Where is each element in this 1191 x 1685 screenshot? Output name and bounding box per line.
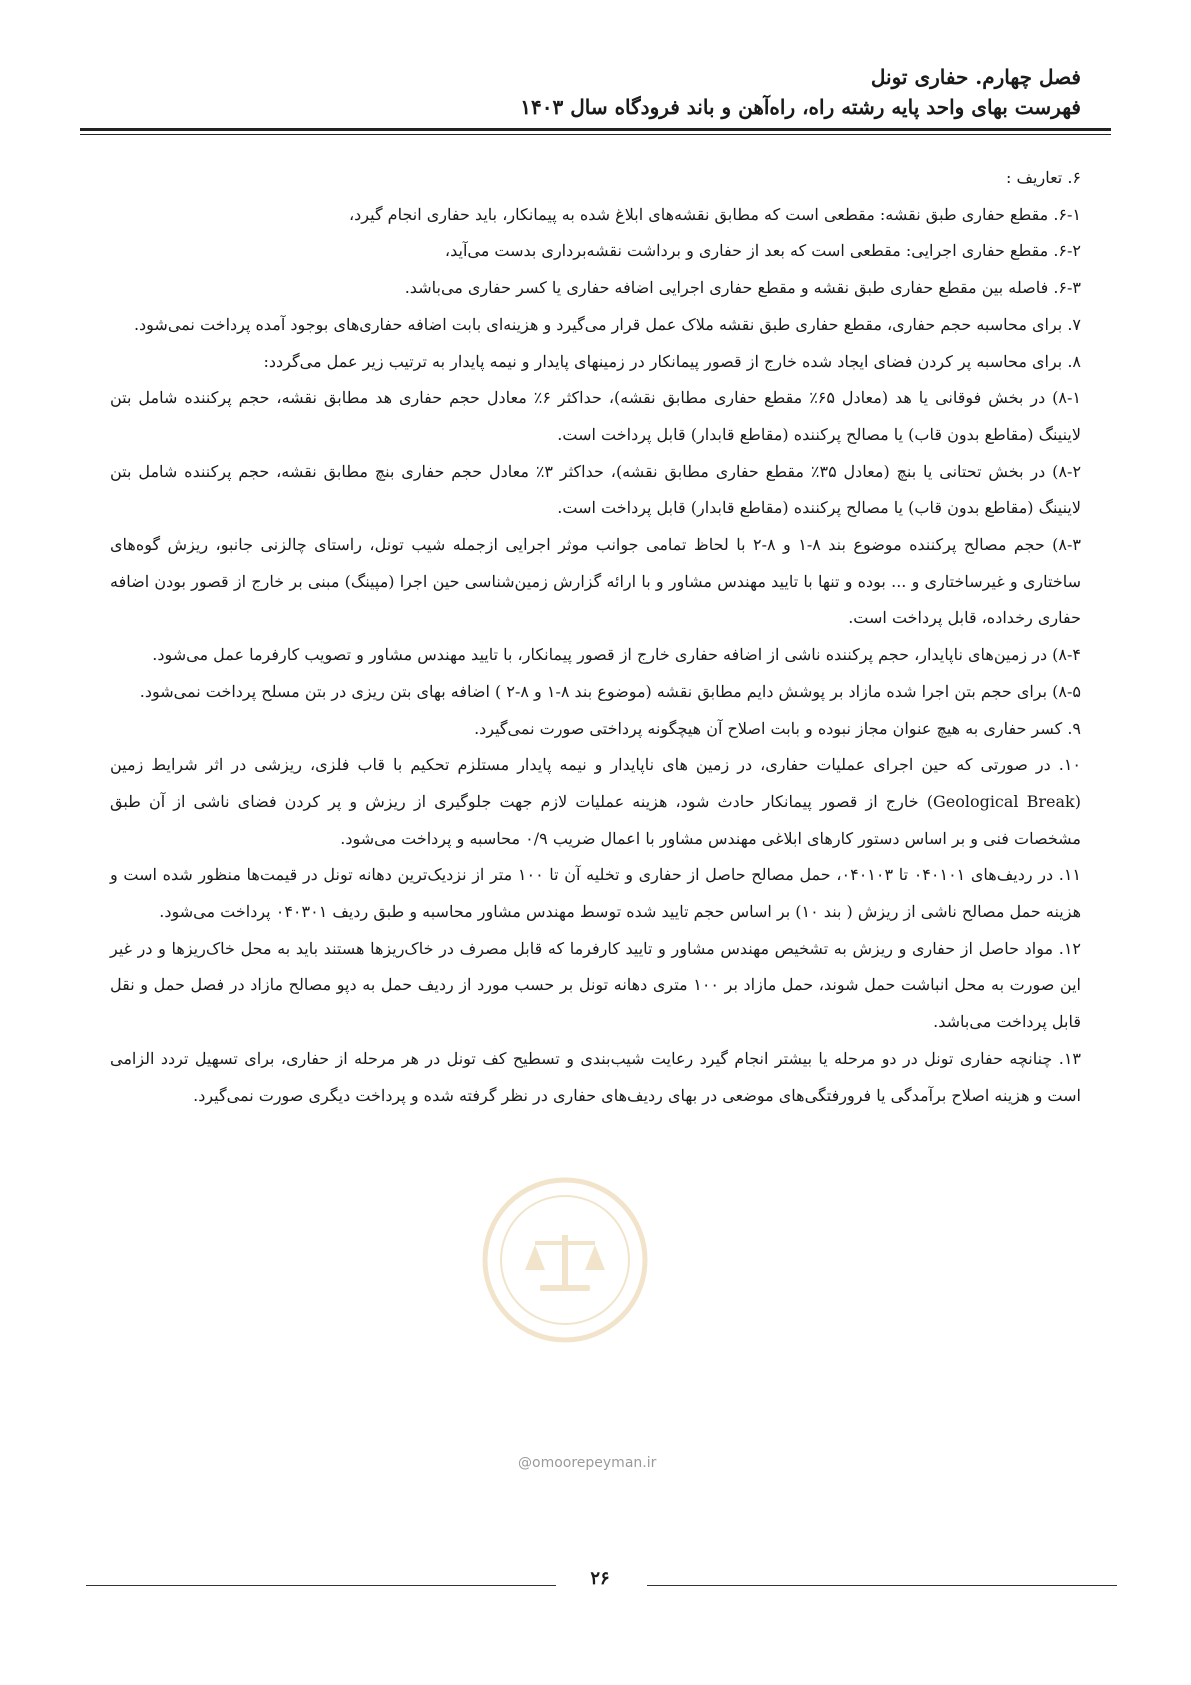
- footer-rule-right: [647, 1585, 1117, 1586]
- paragraph-8-3: ۸-۳) حجم مصالح پرکننده موضوع بند ۸-۱ و ۸-۲ با لحاظ تمامی جوانب موثر اجرایی ازجمله شیب تونل، راستای چالزنی جانبو، ریزش گوه‌های ساختاری و غیرساختاری و ... بوده و تنها با تایید مهندس مشاور و با ارائه گزارش زمین‌شناسی حین اجرا (مپینگ) مبنی بر خارج از قصور بودن اضافه حفاری رخداده، قابل پرداخت است.: [110, 535, 1081, 628]
- paragraph-8-1: ۸-۱) در بخش فوقانی یا هد (معادل ۶۵٪ مقطع حفاری مطابق نقشه)، حداکثر ۶٪ معادل حجم حفاری هد مطابق نقشه، حجم پرکننده شامل بتن لاینینگ (مقاطع بدون قاب) یا مصالح پرکننده (مقاطع قابدار) قابل پرداخت است.: [110, 388, 1082, 444]
- page-number: ۲۶: [590, 1568, 610, 1589]
- page-header: [80, 62, 1081, 122]
- chapter-title: فصل چهارم. حفاری تونل: [870, 65, 1081, 89]
- paragraph-9: ۹. کسر حفاری به هیچ عنوان مجاز نبوده و بابت اصلاح آن هیچگونه پرداختی صورت نمی‌گیرد.: [474, 718, 1081, 738]
- paragraph-10: ۱۰. در صورتی که حین اجرای عملیات حفاری، در زمین های ناپایدار و نیمه پایدار مستلزم تحکیم با قاب فلزی، ریزشی در اثر شرایط زمین (Geological Break) خارج از قصور پیمانکار حادث شود، هزینه عملیات لازم جهت جلوگیری از ریزش و پر کردن فضای ناشی از آن طبق مشخصات فنی و بر اساس دستور کارهای ابلاغی مهندس مشاور با اعمال ضریب ۰/۹ محاسبه و پرداخت می‌شود.: [110, 755, 1081, 848]
- document-subtitle: فهرست بهای واحد پایه رشته راه، راه‌آهن و باند فرودگاه سال ۱۴۰۳: [520, 95, 1081, 119]
- paragraph-8: ۸. برای محاسبه پر کردن فضای ایجاد شده خارج از قصور پیمانکار در زمینهای پایدار و نیمه پایدار به ترتیب زیر عمل می‌گردد:: [263, 351, 1081, 371]
- paragraph-6-3: ۶-۳. فاصله بین مقطع حفاری طبق نقشه و مقطع حفاری اجرایی اضافه حفاری یا کسر حفاری می‌باشد.: [404, 278, 1081, 298]
- paragraph-6-2: ۶-۲. مقطع حفاری اجرایی: مقطعی است که بعد از حفاری و برداشت نقشه‌برداری بدست می‌آید،: [444, 241, 1081, 261]
- paragraph-definitions: ۶. تعاریف :: [1005, 168, 1081, 187]
- paragraph-13: ۱۳. چنانچه حفاری تونل در دو مرحله یا بیشتر انجام گیرد رعایت شیب‌بندی و تسطیح کف تونل در هر مرحله از حفاری، برای تسهیل تردد الزامی است و هزینه اصلاح برآمدگی یا فرورفتگی‌های موضعی در بهای ردیف‌های حفاری در نظر گرفته شده و پرداخت دیگری صورت نمی‌گیرد.: [110, 1048, 1081, 1105]
- paragraph-8-4: ۸-۴) در زمین‌های ناپایدار، حجم پرکننده ناشی از اضافه حفاری خارج از قصور پیمانکار، با تایید مهندس مشاور و تصویب کارفرما عمل می‌شود.: [152, 645, 1081, 665]
- paragraph-7: ۷. برای محاسبه حجم حفاری، مقطع حفاری طبق نقشه ملاک عمل قرار می‌گیرد و هزینه‌ای بابت اضافه حفاری‌های بوجود آمده پرداخت نمی‌شود.: [133, 314, 1081, 334]
- paragraph-11: ۱۱. در ردیف‌های ۰۴۰۱۰۱ تا ۰۴۰۱۰۳، حمل مصالح حاصل از حفاری و تخلیه آن تا ۱۰۰ متر از نزدیک‌ترین دهانه تونل در قیمت‌ها منظور شده است و هزینه حمل مصالح ناشی از ریزش ( بند ۱۰) بر اساس حجم تایید شده توسط مهندس مشاور محاسبه و طبق ردیف ۰۴۰۳۰۱ پرداخت می‌شود.: [110, 865, 1081, 922]
- footer-rule-left: [86, 1585, 556, 1586]
- paragraph-6-1: ۶-۱. مقطع حفاری طبق نقشه: مقطعی است که مطابق نقشه‌های ابلاغ شده به پیمانکار، باید حفاری انجام گیرد،: [349, 204, 1081, 224]
- watermark-site-text: @omoorepeyman.ir: [518, 1455, 657, 1471]
- paragraph-12: ۱۲. مواد حاصل از حفاری و ریزش به تشخیص مهندس مشاور و تایید کارفرما که قابل مصرف در خاک‌ریزها هستند باید به محل خاک‌ریزها و در غیر این صورت به محل انباشت حمل شوند، حمل مازاد بر ۱۰۰ متری دهانه تونل بر حسب مورد از ردیف حمل به دپو مصالح مازاد در فصل حمل و نقل قابل پرداخت می‌باشد.: [110, 938, 1081, 1032]
- watermark-seal-icon: [480, 1175, 650, 1345]
- header-rule-thin: [80, 134, 1111, 135]
- paragraph-8-5: ۸-۵) برای حجم بتن اجرا شده مازاد بر پوشش دایم مطابق نقشه (موضوع بند ۸-۱ و ۸-۲ ) اضافه بهای بتن ریزی در بتن مسلح پرداخت نمی‌شود.: [139, 681, 1081, 701]
- header-rule-thick: [80, 128, 1111, 131]
- body-text: [110, 160, 1081, 1114]
- paragraph-8-2: ۸-۲) در بخش تحتانی یا بنچ (معادل ۳۵٪ مقطع حفاری مطابق نقشه)، حداکثر ۳٪ معادل حجم حفاری بنچ مطابق نقشه، حجم پرکننده شامل بتن لاینینگ (مقاطع بدون قاب) یا مصالح پرکننده (مقاطع قابدار) قابل پرداخت است.: [110, 461, 1082, 518]
